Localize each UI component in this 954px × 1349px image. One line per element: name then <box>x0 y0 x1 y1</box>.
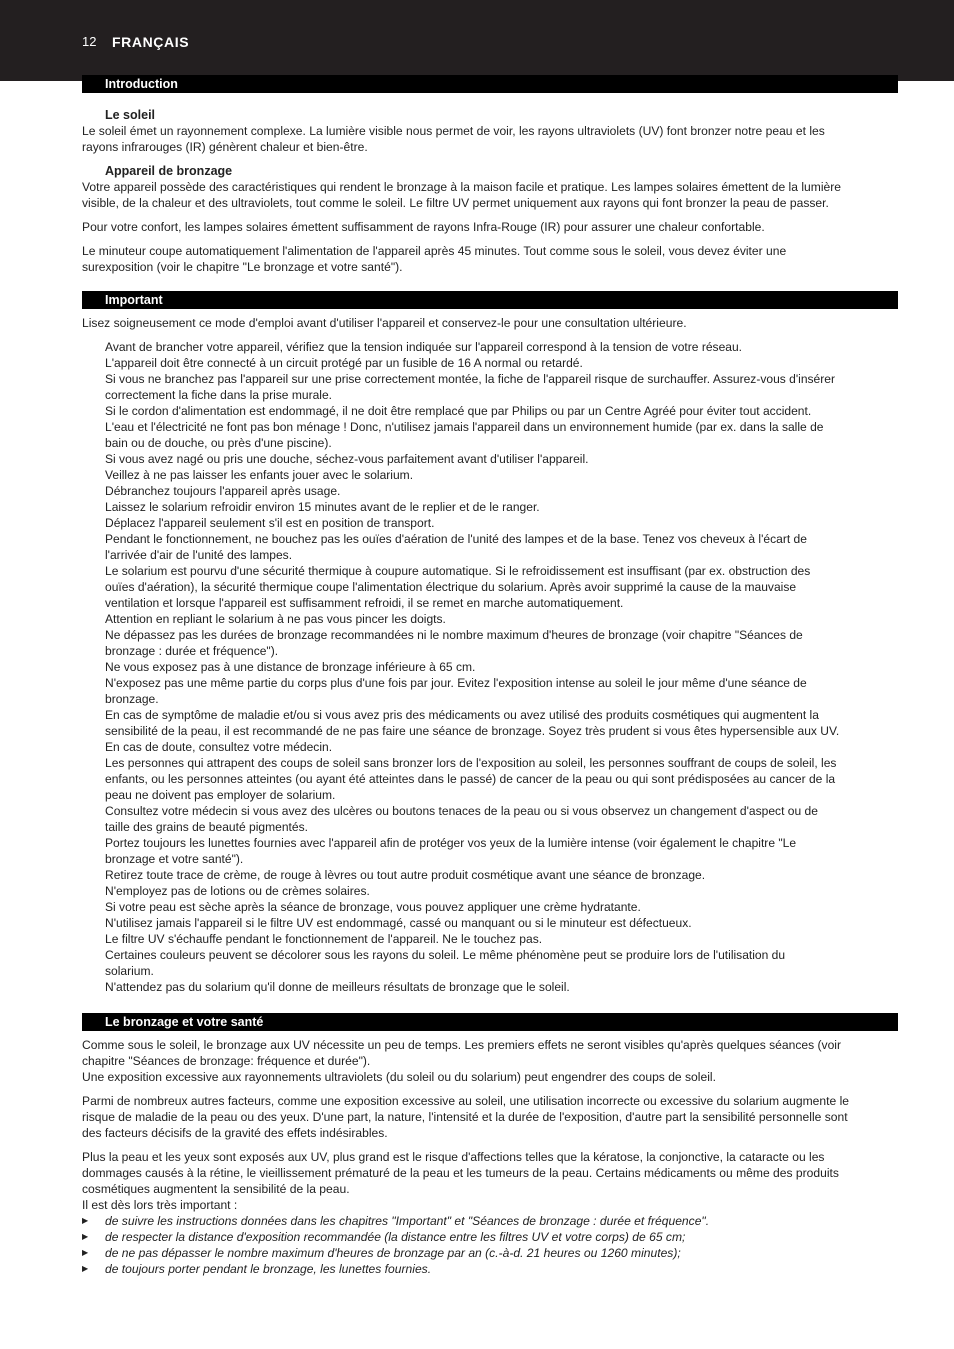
important-line: bain ou de douche, ou près d'une piscine). <box>105 436 332 450</box>
important-line: Le solarium est pourvu d'une sécurité thermique à coupure automatique. Si le refroidissement est insuffisant (par ex. obstruction des <box>105 564 811 578</box>
page-header <box>0 0 954 81</box>
bullet-icon: ▶ <box>82 1216 89 1225</box>
important-line: Attention en repliant le solarium à ne pas vous pincer les doigts. <box>105 612 446 626</box>
important-line: taille des grains de beauté pigmentés. <box>105 820 308 834</box>
bullet-icon: ▶ <box>82 1232 89 1241</box>
paragraph-line: risque de maladie de la peau ou des yeux. D'une part, la nature, l'intensité et la durée de l'exposition, d'autre part la sensibilité personnelle sont <box>82 1110 848 1124</box>
important-line: ouïes d'aération), la sécurité thermique coupe l'alimentation électrique du solarium. Après avoir supprimé la cause de la mauvaise <box>105 580 797 594</box>
important-line: N'attendez pas du solarium qu'il donne de meilleurs résultats de bronzage que le soleil. <box>105 980 570 994</box>
important-line: L'eau et l'électricité ne font pas bon ménage ! Donc, n'utilisez jamais l'appareil dans un environnement humide (par ex. dans la salle de <box>105 420 824 434</box>
important-line: ventilation et lorsque l'appareil est suffisamment refroidi, il se remet en marche automatiquement. <box>105 596 624 610</box>
important-line: Retirez toute trace de crème, de rouge à lèvres ou tout autre produit cosmétique avant une séance de bronzage. <box>105 868 706 882</box>
subheading-soleil: Le soleil <box>105 108 156 122</box>
section-header-introduction <box>82 75 898 93</box>
paragraph-line: Une exposition excessive aux rayonnements ultraviolets (du soleil ou du solarium) peut engendrer des coups de soleil. <box>82 1070 716 1084</box>
important-lead: Lisez soigneusement ce mode d'emploi avant d'utiliser l'appareil et conservez-le pour une consultation ultérieure. <box>82 316 687 330</box>
important-line: N'exposez pas une même partie du corps plus d'une fois par jour. Evitez l'exposition intense au soleil le jour même d'une séance de <box>105 676 807 690</box>
paragraph-line: visible, de la chaleur et des ultraviolets, tout comme le soleil. Le filtre UV permet uniquement aux rayons qui font bronzer la peau de passer. <box>82 196 829 210</box>
paragraph-line: surexposition (voir le chapitre "Le bronzage et votre santé"). <box>82 260 403 274</box>
important-line: bronzage : durée et fréquence"). <box>105 644 279 658</box>
section-title: Important <box>105 293 163 307</box>
paragraph-line: Le minuteur coupe automatiquement l'alimentation de l'appareil après 45 minutes. Tout comme sous le soleil, vous devez éviter une <box>82 244 787 258</box>
bullet-text: de respecter la distance d'exposition recommandée (la distance entre les filtres UV et votre corps) de 65 cm; <box>105 1230 686 1244</box>
page-number: 12 <box>82 34 97 49</box>
paragraph-line: cosmétiques augmentent la sensibilité de la peau. <box>82 1182 350 1196</box>
important-line: Les personnes qui attrapent des coups de soleil sans bronzer lors de l'exposition au soleil, les personnes souffrant de coups de soleil, les <box>105 756 837 770</box>
important-line: L'appareil doit être connecté à un circuit protégé par un fusible de 16 A normal ou retardé. <box>105 356 583 370</box>
important-line: En cas de symptôme de maladie et/ou si vous avez pris des médicaments ou avez utilisé des produits cosmétiques qui augmentent la <box>105 708 819 722</box>
section-title: Introduction <box>105 77 178 91</box>
bullet-text: de toujours porter pendant le bronzage, les lunettes fournies. <box>105 1262 432 1276</box>
important-line: bronzage et votre santé"). <box>105 852 244 866</box>
paragraph-line: Le soleil émet un rayonnement complexe. La lumière visible nous permet de voir, les rayons ultraviolets (UV) font bronzer notre peau et les <box>82 124 825 138</box>
paragraph-line: Pour votre confort, les lampes solaires émettent suffisamment de rayons Infra-Rouge (IR) pour assurer une chaleur confortable. <box>82 220 765 234</box>
important-line: Si vous avez nagé ou pris une douche, séchez-vous parfaitement avant d'utiliser l'appareil. <box>105 452 589 466</box>
bullet-icon: ▶ <box>82 1248 89 1257</box>
important-line: N'employez pas de lotions ou de crèmes solaires. <box>105 884 370 898</box>
important-line: Portez toujours les lunettes fournies avec l'appareil afin de protéger vos yeux de la lumière intense (voir également le chapitre "Le <box>105 836 797 850</box>
important-line: Certaines couleurs peuvent se décolorer sous les rayons du soleil. Le même phénomène peut se produire lors de l'utilisation du <box>105 948 786 962</box>
important-line: Veillez à ne pas laisser les enfants jouer avec le solarium. <box>105 468 414 482</box>
important-line: bronzage. <box>105 692 159 706</box>
bullet-text: de ne pas dépasser le nombre maximum d'heures de bronzage par an (c.-à-d. 21 heures ou 1260 minutes); <box>105 1246 681 1260</box>
important-line: peau ne doivent pas employer de solarium. <box>105 788 336 802</box>
bullet-text: de suivre les instructions données dans les chapitres "Important" et "Séances de bronzage : durée et fréquence". <box>105 1214 710 1228</box>
important-line: Laissez le solarium refroidir environ 15 minutes avant de le replier et de le ranger. <box>105 500 540 514</box>
subheading-appareil: Appareil de bronzage <box>105 164 233 178</box>
important-line: Si le cordon d'alimentation est endommagé, il ne doit être remplacé que par Philips ou par un Centre Agréé pour éviter tout accident. <box>105 404 812 418</box>
section-title: Le bronzage et votre santé <box>105 1015 264 1029</box>
important-line: N'utilisez jamais l'appareil si le filtre UV est endommagé, cassé ou manquant ou si le minuteur est défectueux. <box>105 916 692 930</box>
paragraph-line: Parmi de nombreux autres facteurs, comme une exposition excessive au soleil, une utilisation incorrecte ou excessive du solarium augmente le <box>82 1094 849 1108</box>
important-line: Ne vous exposez pas à une distance de bronzage inférieure à 65 cm. <box>105 660 476 674</box>
important-line: enfants, ou les personnes atteintes (ou ayant été atteintes dans le passé) de cancer de la peau ou qui sont prédisposées au cancer de la <box>105 772 836 786</box>
important-line: Avant de brancher votre appareil, vérifiez que la tension indiquée sur l'appareil correspond à la tension de votre réseau. <box>105 340 743 354</box>
paragraph-line: Votre appareil possède des caractéristiques qui rendent le bronzage à la maison facile et pratique. Les lampes solaires émettent de la lumière <box>82 180 841 194</box>
paragraph-line: Comme sous le soleil, le bronzage aux UV nécessite un peu de temps. Les premiers effets ne seront visibles qu'après quelques séances (voir <box>82 1038 842 1052</box>
important-line: En cas de doute, consultez votre médecin. <box>105 740 333 754</box>
paragraph-line: Il est dès lors très important : <box>82 1198 238 1212</box>
section-header-sante <box>82 1013 898 1031</box>
paragraph-line: dommages causés à la rétine, le vieillissement prématuré de la peau et les tumeurs de la peau. Certains médicaments ou même des produits <box>82 1166 839 1180</box>
language-title: FRANÇAIS <box>112 34 190 50</box>
important-line: correctement la fiche dans la prise murale. <box>105 388 333 402</box>
important-line: Déplacez l'appareil seulement s'il est en position de transport. <box>105 516 435 530</box>
paragraph-line: Plus la peau et les yeux sont exposés aux UV, plus grand est le risque d'affections telles que la kératose, la conjonctive, la cataracte ou les <box>82 1150 825 1164</box>
paragraph-line: chapitre "Séances de bronzage: fréquence et durée"). <box>82 1054 371 1068</box>
important-line: Pendant le fonctionnement, ne bouchez pas les ouïes d'aération de l'unité des lampes et de la base. Tenez vos cheveux à l'écart de <box>105 532 807 546</box>
important-line: Le filtre UV s'échauffe pendant le fonctionnement de l'appareil. Ne le touchez pas. <box>105 932 543 946</box>
paragraph-line: rayons infrarouges (IR) génèrent chaleur et bien-être. <box>82 140 368 154</box>
important-line: Si votre peau est sèche après la séance de bronzage, vous pouvez appliquer une crème hydratante. <box>105 900 641 914</box>
important-line: Si vous ne branchez pas l'appareil sur une prise correctement montée, la fiche de l'appareil risque de surchauffer. Assurez-vous d'insérer <box>105 372 835 386</box>
paragraph-line: des facteurs décisifs de la gravité des effets indésirables. <box>82 1126 388 1140</box>
important-line: Consultez votre médecin si vous avez des ulcères ou boutons tenaces de la peau ou si vous observez un changement d'aspect ou de <box>105 804 818 818</box>
bullet-icon: ▶ <box>82 1264 89 1273</box>
important-line: Débranchez toujours l'appareil après usage. <box>105 484 341 498</box>
important-line: sensibilité de la peau, il est recommandé de ne pas faire une séance de bronzage. Soyez très prudent si vous êtes hypersensible aux UV. <box>105 724 840 738</box>
important-line: solarium. <box>105 964 154 978</box>
important-line: Ne dépassez pas les durées de bronzage recommandées ni le nombre maximum d'heures de bronzage (voir chapitre "Séances de <box>105 628 803 642</box>
important-line: l'arrivée d'air de l'unité des lampes. <box>105 548 293 562</box>
section-header-important <box>82 291 898 309</box>
